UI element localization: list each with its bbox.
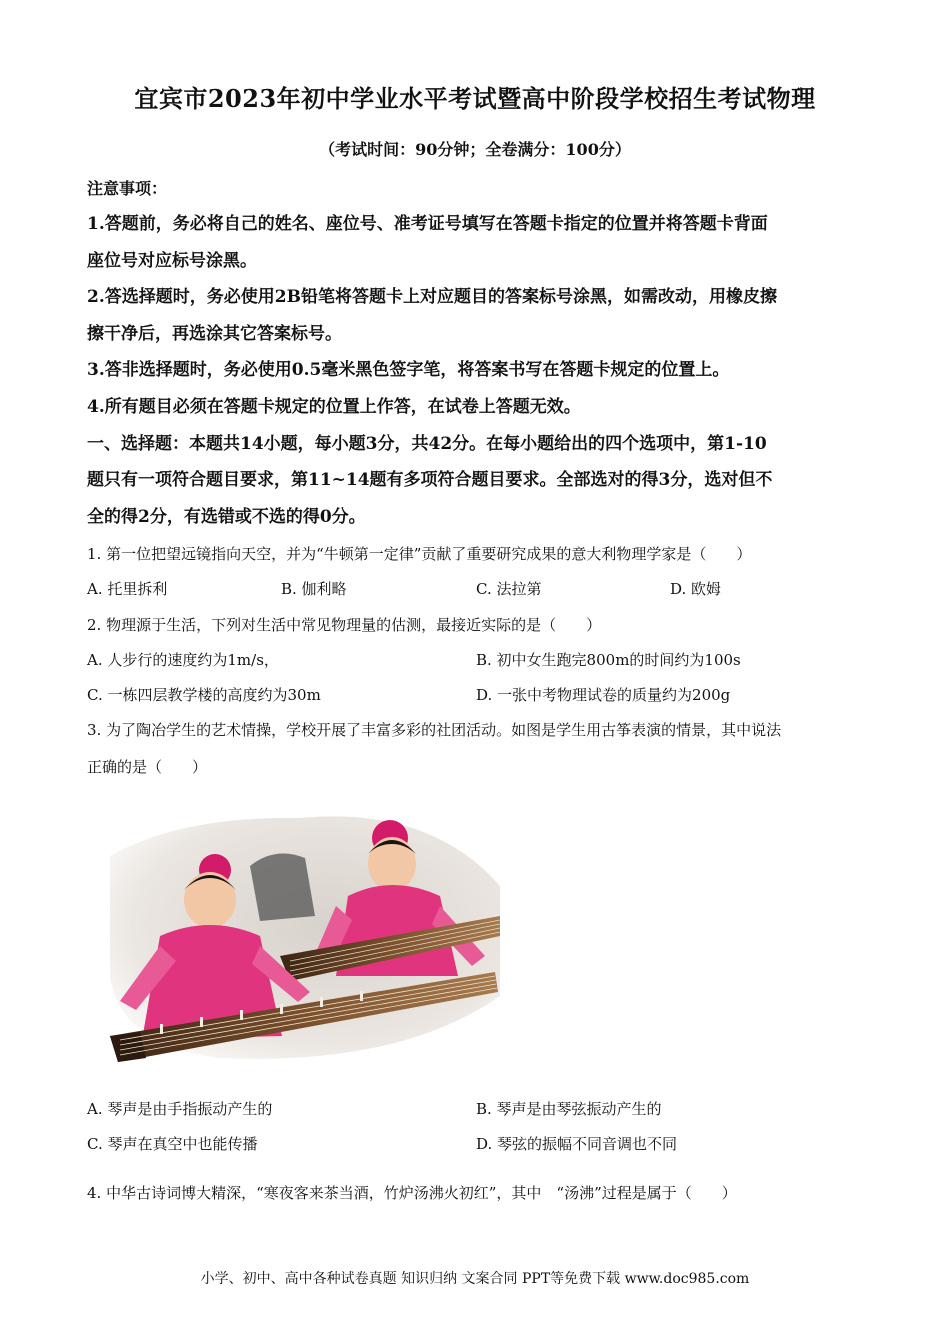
notice-line: 1.答题前，务必将自己的姓名、座位号、准考证号填写在答题卡指定的位置并将答题卡背面 xyxy=(87,214,768,234)
question-2-option-d: D. 一张中考物理试卷的质量约为200g xyxy=(476,686,731,704)
section-instruction: 全的得2分，有选错或不选的得0分。 xyxy=(87,507,366,527)
question-3-option-a: A. 琴声是由手指振动产生的 xyxy=(87,1100,273,1118)
guzheng-performance-image xyxy=(100,796,505,1068)
question-2-stem: 2. 物理源于生活，下列对生活中常见物理量的估测，最接近实际的是（ ） xyxy=(87,616,602,634)
section-instruction: 一、选择题：本题共14小题，每小题3分，共42分。在每小题给出的四个选项中，第1-10 xyxy=(87,434,767,454)
question-1-stem: 1. 第一位把望远镜指向天空，并为“牛顿第一定律”贡献了重要研究成果的意大利物理学家是（ ） xyxy=(87,545,752,563)
notice-line: 3.答非选择题时，务必使用0.5毫米黑色签字笔，将答案书写在答题卡规定的位置上。 xyxy=(87,360,730,380)
question-1-option-a: A. 托里拆利 xyxy=(87,580,168,598)
question-2-option-b: B. 初中女生跑完800m的时间约为100s xyxy=(476,651,741,669)
question-3-option-c: C. 琴声在真空中也能传播 xyxy=(87,1135,258,1153)
question-4-stem: 4. 中华古诗词博大精深，“寒夜客来茶当酒，竹炉汤沸火初红”，其中 “汤沸”过程是属于（ ） xyxy=(87,1184,737,1202)
question-3-stem: 3. 为了陶冶学生的艺术情操，学校开展了丰富多彩的社团活动。如图是学生用古筝表演的情景，其中说法 xyxy=(87,721,782,739)
notice-heading: 注意事项： xyxy=(87,179,168,198)
notice-line: 2.答选择题时，务必使用2B铅笔将答题卡上对应题目的答案标号涂黑，如需改动，用橡皮擦 xyxy=(87,287,777,307)
question-1-option-c: C. 法拉第 xyxy=(476,580,542,598)
question-3-option-d: D. 琴弦的振幅不同音调也不同 xyxy=(476,1135,678,1153)
notice-line: 擦干净后，再选涂其它答案标号。 xyxy=(87,324,342,344)
question-2-option-a: A. 人步行的速度约为1m/s， xyxy=(87,651,279,669)
exam-title: 宜宾市2023年初中学业水平考试暨高中阶段学校招生考试物理 xyxy=(134,84,816,113)
question-1-option-b: B. 伽利略 xyxy=(281,580,347,598)
section-instruction: 题只有一项符合题目要求，第11~14题有多项符合题目要求。全部选对的得3分，选对但不 xyxy=(87,470,773,490)
notice-line: 座位号对应标号涂黑。 xyxy=(87,251,257,271)
question-3-stem: 正确的是（ ） xyxy=(87,758,208,776)
exam-subtitle: （考试时间：90分钟；全卷满分：100分） xyxy=(319,140,631,159)
question-3-option-b: B. 琴声是由琴弦振动产生的 xyxy=(476,1100,662,1118)
question-1-option-d: D. 欧姆 xyxy=(670,580,722,598)
notice-line: 4.所有题目必须在答题卡规定的位置上作答，在试卷上答题无效。 xyxy=(87,397,581,417)
page-footer: 小学、初中、高中各种试卷真题 知识归纳 文案合同 PPT等免费下载 www.doc985.com xyxy=(200,1271,750,1287)
question-2-option-c: C. 一栋四层教学楼的高度约为30m xyxy=(87,686,321,704)
